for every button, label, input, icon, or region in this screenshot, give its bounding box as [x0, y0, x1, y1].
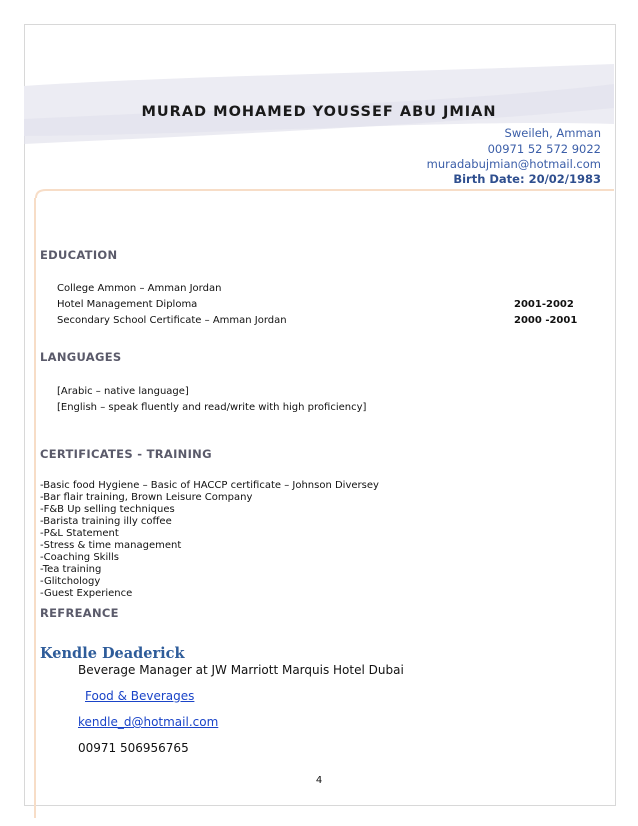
- reference-name: Kendle Deaderick: [40, 645, 185, 662]
- certificate-item: -Glitchology: [40, 576, 101, 587]
- address-text: Sweileh, Amman: [504, 126, 601, 140]
- language-item: [English – speak fluently and read/write with high proficiency]: [57, 402, 367, 413]
- certificates-heading: CERTIFICATES - TRAINING: [40, 447, 212, 461]
- education-years: 2001-2002: [514, 299, 574, 310]
- certificate-item: -Bar flair training, Brown Leisure Company: [40, 492, 253, 503]
- candidate-name: MURAD MOHAMED YOUSSEF ABU JMIAN: [141, 104, 497, 120]
- certificate-item: -P&L Statement: [40, 528, 119, 539]
- certificate-item: -Tea training: [40, 564, 102, 575]
- language-item: [Arabic – native language]: [57, 386, 189, 397]
- birth-date-text: Birth Date: 20/02/1983: [453, 172, 601, 186]
- certificate-item: -Guest Experience: [40, 588, 133, 599]
- reference-title: Beverage Manager at JW Marriott Marquis Hotel Dubai: [78, 663, 404, 677]
- reference-email-link[interactable]: kendle_d@hotmail.com: [78, 715, 219, 729]
- left-accent-line: [34, 198, 36, 818]
- languages-heading: LANGUAGES: [40, 350, 122, 364]
- reference-department-link[interactable]: Food & Beverages: [85, 689, 195, 703]
- education-item: Secondary School Certificate – Amman Jordan: [57, 315, 287, 326]
- certificate-item: -Coaching Skills: [40, 552, 119, 563]
- education-item: College Ammon – Amman Jordan: [57, 283, 222, 294]
- certificate-item: -Barista training illy coffee: [40, 516, 172, 527]
- certificate-item: -Basic food Hygiene – Basic of HACCP certificate – Johnson Diversey: [40, 480, 379, 491]
- education-item: Hotel Management Diploma: [57, 299, 198, 310]
- education-heading: EDUCATION: [40, 248, 118, 262]
- certificate-item: -Stress & time management: [40, 540, 182, 551]
- reference-heading: REFREANCE: [40, 606, 119, 620]
- education-years: 2000 -2001: [514, 315, 578, 326]
- phone-text: 00971 52 572 9022: [487, 142, 601, 156]
- page-number: 4: [315, 775, 323, 786]
- header-swoosh-graphic: [24, 24, 614, 224]
- email-text[interactable]: muradabujmian@hotmail.com: [426, 157, 601, 171]
- reference-phone: 00971 506956765: [78, 741, 189, 755]
- certificate-item: -F&B Up selling techniques: [40, 504, 175, 515]
